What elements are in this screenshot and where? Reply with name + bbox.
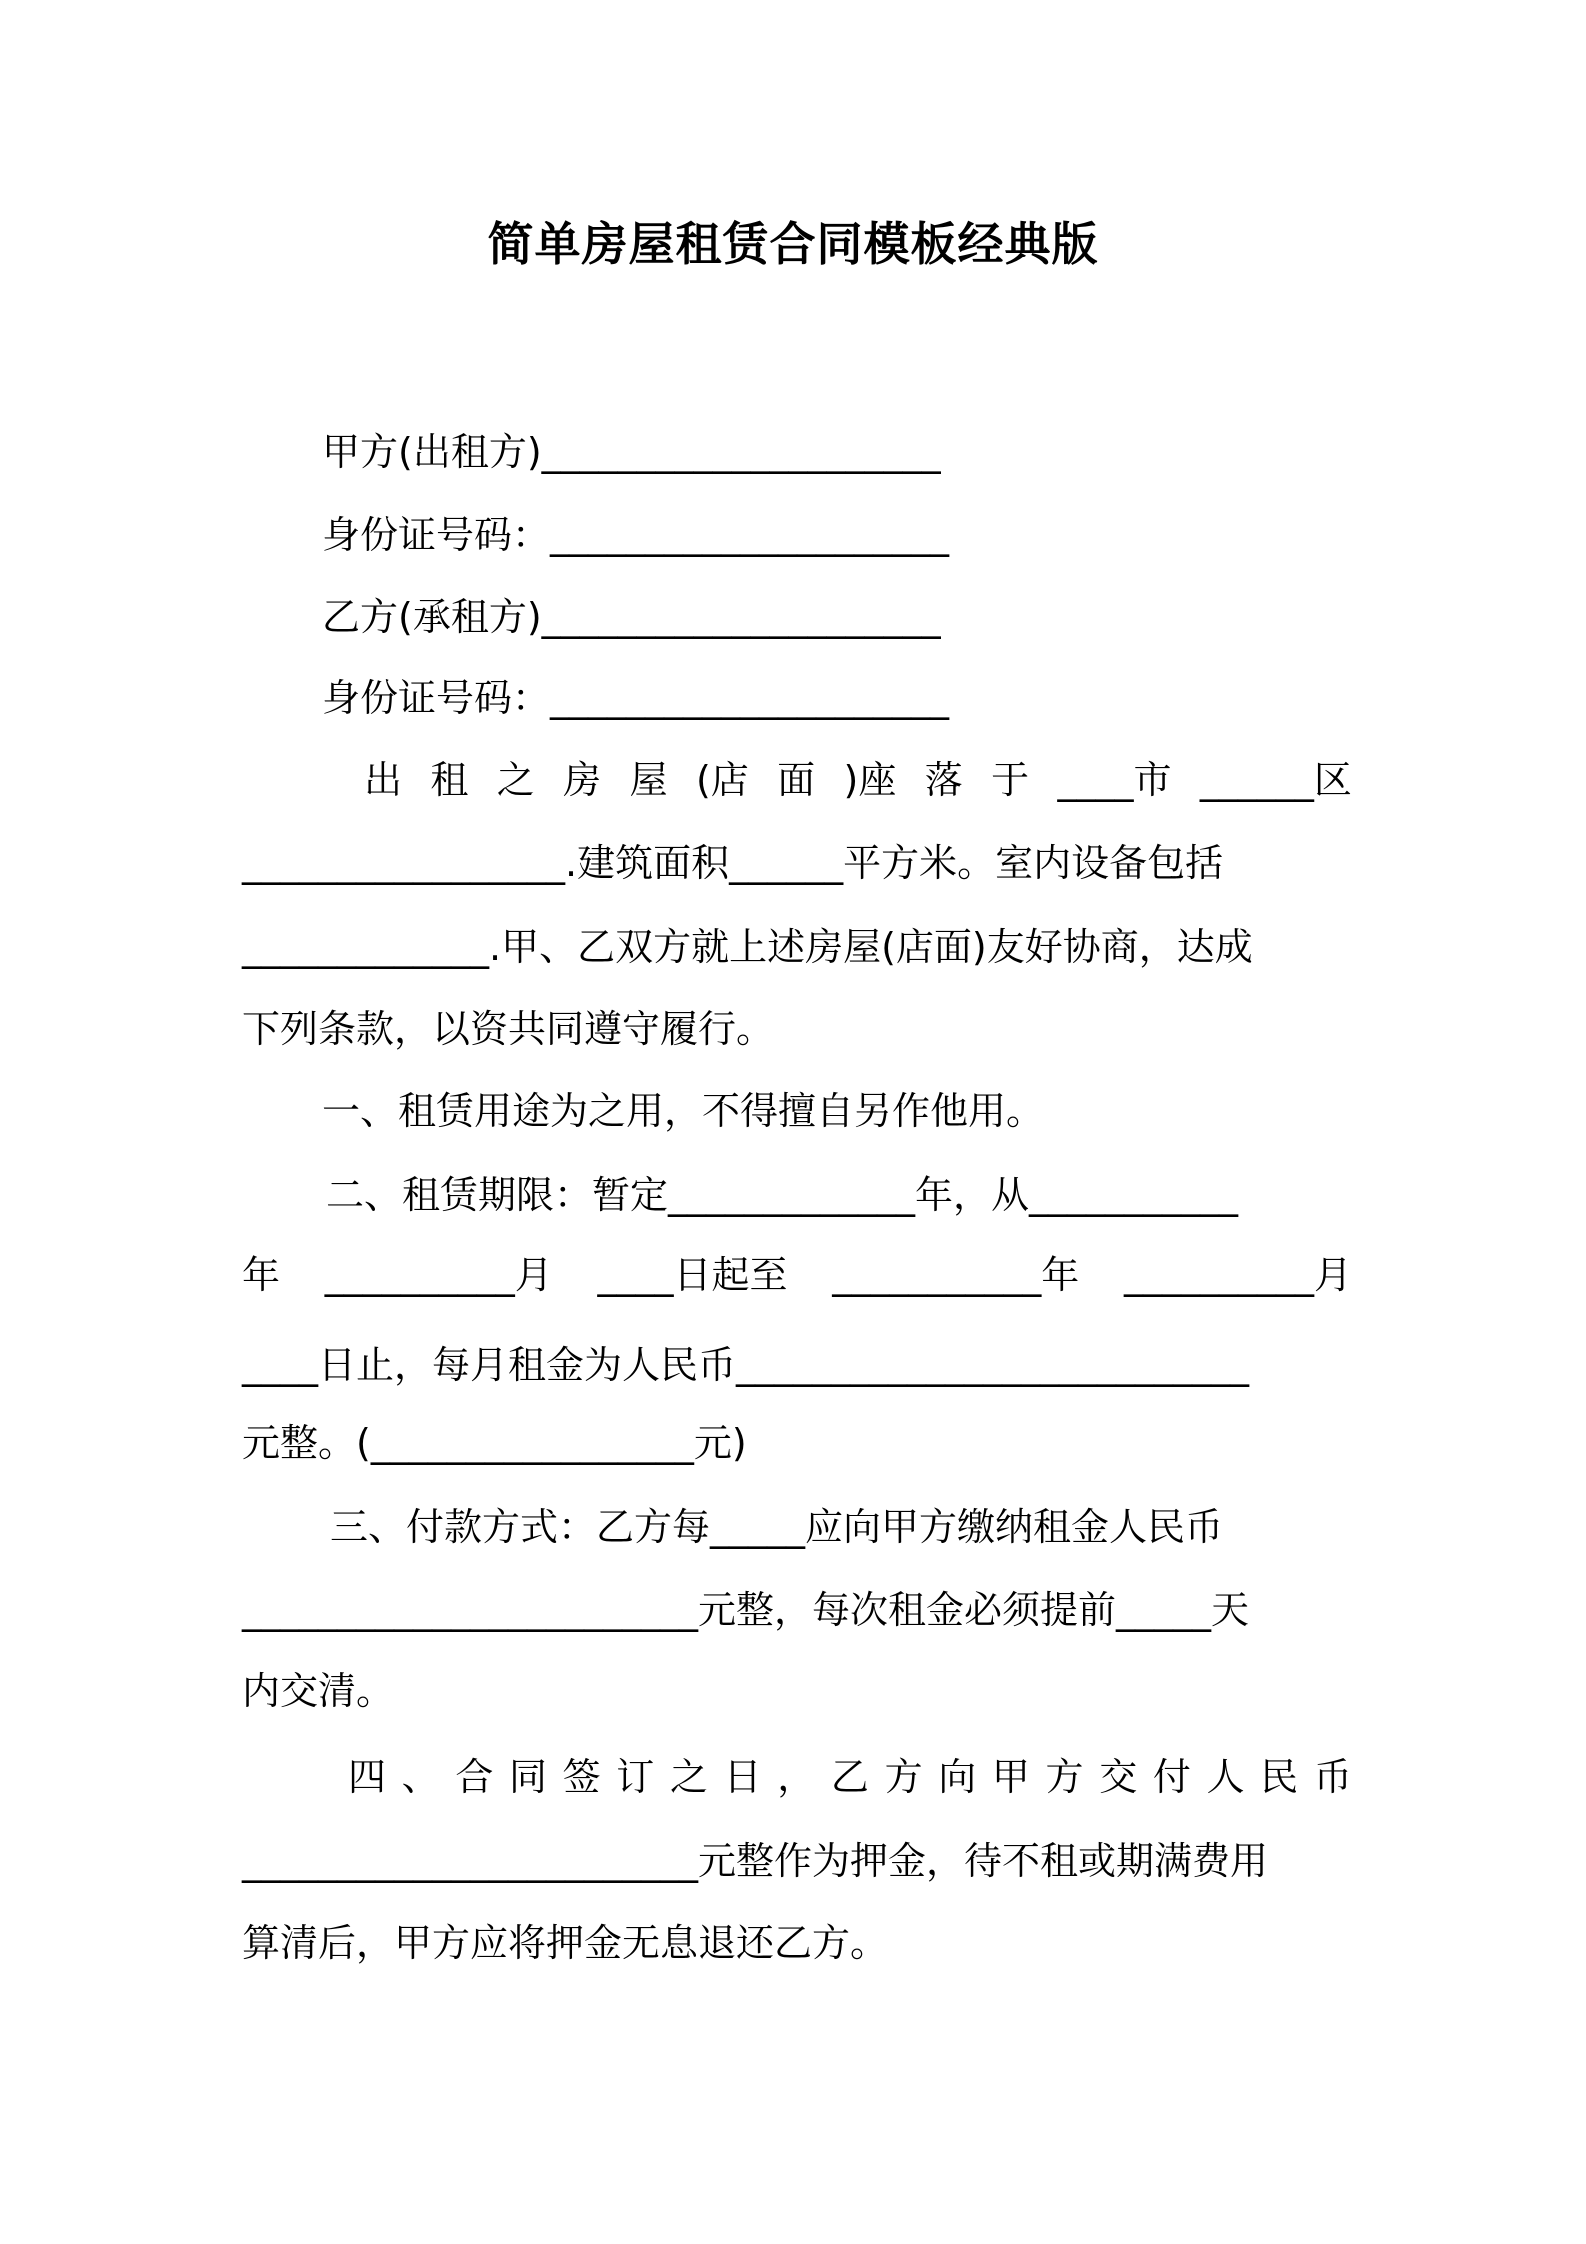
clause-4-token: 民 — [1260, 1755, 1299, 1799]
intro-token: 屋 — [629, 758, 668, 802]
clause-3-line-1: 三、付款方式：乙方每_____应向甲方缴纳租金人民币 — [330, 1505, 1224, 1549]
clause-4-token: 交 — [1099, 1755, 1138, 1799]
intro-token: (店 — [695, 758, 749, 802]
clause-4-token: 签 — [562, 1755, 601, 1799]
clause-4-token: 四 — [348, 1755, 387, 1799]
clause-4-token: 向 — [938, 1755, 977, 1799]
intro-token: ______区 — [1199, 758, 1352, 802]
clause-4-token: 、 — [401, 1755, 440, 1799]
intro-token: 面 — [777, 758, 816, 802]
clause-4-token: 人 — [1206, 1755, 1245, 1799]
clause-2-line-1: 二、租赁期限：暂定_____________年，从___________ — [326, 1173, 1239, 1217]
clause-1: 一、租赁用途为之用，不得擅自另作他用。 — [322, 1089, 1045, 1133]
clause-4-token: 付 — [1152, 1755, 1191, 1799]
clause-4-token: 币 — [1313, 1755, 1352, 1799]
intro-token: 落 — [924, 758, 963, 802]
intro-line-3: _____________.甲、乙双方就上述房屋(店面)友好协商，达成 — [242, 925, 1253, 969]
clause-2-line-3: ____日止，每月租金为人民币___________________________ — [242, 1343, 1250, 1387]
lessee-line: 乙方(承租方)_____________________ — [322, 595, 941, 639]
clause-4-token: 乙 — [830, 1755, 869, 1799]
clause-4-line-2: ________________________元整作为押金，待不租或期满费用 — [242, 1839, 1269, 1883]
clause-2-token: __________月 — [324, 1253, 553, 1297]
intro-token: 出 — [364, 758, 403, 802]
clause-4-token: 同 — [508, 1755, 547, 1799]
clause-2-token: ____日起至 — [597, 1253, 788, 1297]
intro-token: 房 — [563, 758, 602, 802]
clause-3-line-3: 内交清。 — [242, 1669, 395, 1713]
clause-2-line-2 — [242, 1250, 1352, 1300]
lessor-id-line: 身份证号码：_____________________ — [322, 513, 950, 557]
clause-4-token: 甲 — [991, 1755, 1030, 1799]
clause-4-line-3: 算清后，甲方应将押金无息退还乙方。 — [242, 1921, 889, 1965]
clause-4-token: 订 — [616, 1755, 655, 1799]
lessee-id-line: 身份证号码：_____________________ — [322, 676, 950, 720]
intro-line-4: 下列条款，以资共同遵守履行。 — [242, 1007, 775, 1051]
clause-3-line-2: ________________________元整，每次租金必须提前_____天 — [242, 1588, 1250, 1632]
clause-4-token: 方 — [1045, 1755, 1084, 1799]
intro-token: ____市 — [1057, 758, 1172, 802]
clause-4-token: 合 — [455, 1755, 494, 1799]
intro-line-2: _________________.建筑面积______平方米。室内设备包括 — [242, 841, 1224, 885]
lessor-line: 甲方(出租方)_____________________ — [322, 430, 941, 474]
clause-4-token: 日 — [723, 1755, 762, 1799]
intro-token: 之 — [496, 758, 535, 802]
document-title: 简单房屋租赁合同模板经典版 — [487, 217, 1099, 271]
clause-4-token: 方 — [884, 1755, 923, 1799]
intro-token: 租 — [430, 758, 469, 802]
clause-4-token: 之 — [669, 1755, 708, 1799]
clause-4-line-1 — [348, 1752, 1352, 1802]
clause-4-token: ， — [777, 1755, 816, 1799]
clause-2-token: 年 — [242, 1253, 281, 1297]
clause-2-line-4: 元整。(_________________元) — [242, 1421, 747, 1465]
intro-line-1 — [364, 755, 1352, 805]
clause-2-token: __________月 — [1123, 1253, 1352, 1297]
intro-token: )座 — [843, 758, 897, 802]
clause-2-token: ___________年 — [832, 1253, 1080, 1297]
intro-token: 于 — [991, 758, 1030, 802]
